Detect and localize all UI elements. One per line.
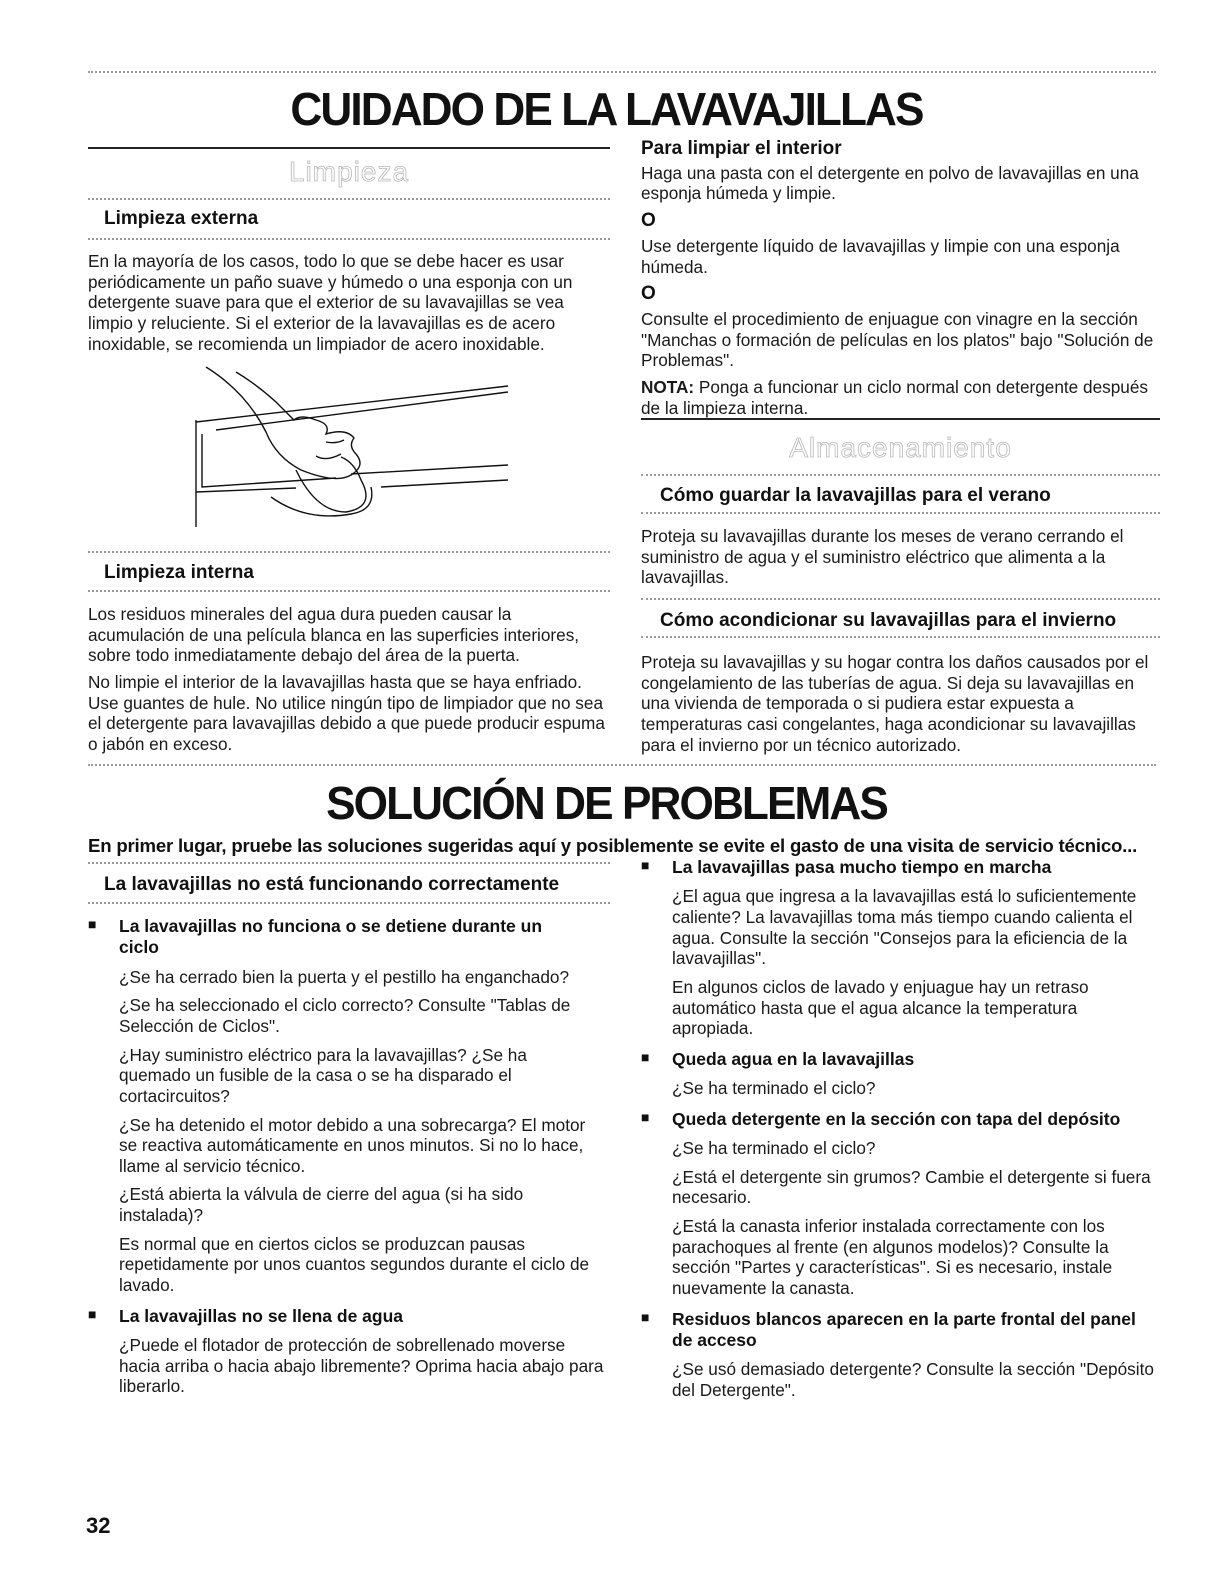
rule (88, 551, 610, 553)
cleaning-section (88, 158, 610, 186)
q5-a2: ¿Está el detergente sin grumos? Cambie el detergente si fuera necesario. (672, 1166, 1151, 1208)
left-questions (88, 916, 608, 1397)
rule (88, 198, 610, 200)
q3: ■ La lavavajillas pasa mucho tiempo en marcha (641, 857, 1161, 878)
left-rule (88, 147, 610, 149)
rule (88, 238, 610, 240)
external-text: En la mayoría de los casos, todo lo que se debe hacer es usar periódicamente un paño suave y húmedo o una esponja con un detergente suave para que el exterior de su lavavajillas se vea limpio y reluciente. Si el exterior de la lavavajillas es de acero inoxidable, se recomienda un limpiador de acero inoxidable. (88, 251, 573, 354)
external-heading: Limpieza externa (104, 208, 259, 229)
interior-text-3: Consulte el procedimiento de enjuague con vinagre en la sección "Manchas o formación de películas en los platos" bajo "Solución de Problemas". (641, 308, 1154, 371)
q1: ■ La lavavajillas no funciona o se detiene durante un ciclo (88, 916, 608, 959)
rule (641, 636, 1160, 638)
interior-text-1: Haga una pasta con el detergente en polvo de lavavajillas en una esponja húmeda y limpie. (641, 162, 1139, 204)
q6: ■ Residuos blancos aparecen en la parte frontal del panel de acceso (641, 1309, 1161, 1352)
interior-section (641, 138, 1166, 418)
not-working-heading: La lavavajillas no está funcionando correctamente (104, 874, 560, 895)
interior-note (641, 377, 1166, 418)
winter-heading: Cómo acondicionar su lavavajillas para el invierno (660, 610, 1117, 631)
cleaning-illustration (176, 362, 516, 532)
q1-a5: ¿Está abierta la válvula de cierre del agua (si ha sido instalada)? (119, 1184, 524, 1226)
right-questions (641, 857, 1161, 1401)
summer-heading: Cómo guardar la lavavajillas para el verano (660, 485, 1051, 506)
summer-text: Proteja su lavavajillas durante los meses de verano cerrando el suministro de agua y el suministro eléctrico que alimenta a la lavavajillas. (641, 526, 1124, 588)
q6-a1: ¿Se usó demasiado detergente? Consulte la sección "Depósito del Detergente". (672, 1359, 1154, 1400)
q5-a1: ¿Se ha terminado el ciclo? (672, 1138, 876, 1159)
rule (88, 590, 610, 592)
storage-section-title: Almacenamiento (789, 432, 1012, 463)
top-rule (88, 71, 1156, 73)
internal-text-1: Los residuos minerales del agua dura pueden causar la acumulación de una película blanca en las superficies interiores, sobre todo inmediatamente debajo del área de la puerta. (88, 604, 580, 666)
q1-a1: ¿Se ha cerrado bien la puerta y el pestillo ha enganchado? (119, 966, 570, 987)
rule (88, 862, 610, 864)
page-number: 32 (86, 1513, 111, 1538)
q2: ■ La lavavajillas no se llena de agua (88, 1306, 608, 1327)
q3-a2: En algunos ciclos de lavado y enjuague hay un retraso automático hasta que el agua alcance la temperatura apropiada. (672, 976, 1089, 1039)
rule (88, 764, 1156, 766)
winter-text: Proteja su lavavajillas y su hogar contra los daños causados por el congelamiento de las tuberías de agua. Si deja su lavavajillas en una vivienda de temporada o si pudiera estar expuesta a temperaturas casi congelantes, haga acondicionar su lavavajillas para el invierno por un técnico autorizado. (641, 652, 1149, 755)
q1-a6: Es normal que en ciertos ciclos se produzcan pausas repetidamente por unos cuantos segundos durante el ciclo de lavado. (119, 1233, 590, 1296)
right-rule (641, 418, 1160, 420)
rule (641, 512, 1160, 514)
q4: ■ Queda agua en la lavavajillas (641, 1049, 1161, 1070)
q1-a2: ¿Se ha seleccionado el ciclo correcto? Consulte "Tablas de Selección de Ciclos". (119, 995, 571, 1036)
q1-a4: ¿Se ha detenido el motor debido a una sobrecarga? El motor se reactiva automáticamente en unos minutos. Si no lo hace, llame al servicio técnico. (119, 1114, 586, 1176)
internal-heading: Limpieza interna (104, 562, 254, 583)
q4-a1: ¿Se ha terminado el ciclo? (672, 1078, 876, 1099)
q3-a1: ¿El agua que ingresa a la lavavajillas está lo suficientemente caliente? La lavavajillas toma más tiempo cuando calienta el agua. Consulte la sección "Consejos para la eficiencia de la lavavajillas". (672, 886, 1137, 969)
q2-a1: ¿Puede el flotador de protección de sobrellenado moverse hacia arriba o hacia abajo libremente? Oprima hacia abajo para liberarlo. (119, 1335, 604, 1397)
trouble-intro: En primer lugar, pruebe las soluciones sugeridas aquí y posiblemente se evite el gasto de una visita de servicio técnico... (88, 835, 1138, 856)
rule (641, 598, 1160, 600)
interior-heading: Para limpiar el interior (641, 138, 842, 159)
note-label: NOTA: (641, 376, 695, 397)
internal-text-2: No limpie el interior de la lavavajillas hasta que se haya enfriado. Use guantes de hule. No utilice ningún tipo de limpiador que no sea el detergente para lavavajillas debido a que puede producir espuma o jabón en exceso. (88, 671, 605, 754)
or-label-1: O (641, 210, 656, 232)
q1-a3: ¿Hay suministro eléctrico para la lavavajillas? ¿Se ha quemado un fusible de la casa o se ha disparado el cortacircuitos? (119, 1044, 527, 1106)
interior-text-2: Use detergente líquido de lavavajillas y limpie con una esponja húmeda. (641, 235, 1120, 277)
cleaning-section-title: Limpieza (288, 156, 410, 187)
trouble-title: SOLUCIÓN DE PROBLEMAS (326, 777, 887, 829)
or-label-2: O (641, 283, 656, 305)
q5-a3: ¿Está la canasta inferior instalada correctamente con los parachoques al frente (en algunos modelos)? Consulte la sección "Partes y características". Si es necesario, instale nuevamente la canasta. (672, 1216, 1113, 1298)
care-title: CUIDADO DE LA LAVAVAJILLAS (290, 83, 923, 135)
note-text: Ponga a funcionar un ciclo normal con detergente después de la limpieza interna. (641, 376, 1148, 418)
q5: ■ Queda detergente en la sección con tapa del depósito (641, 1109, 1161, 1130)
rule (641, 474, 1160, 476)
rule (88, 902, 610, 904)
